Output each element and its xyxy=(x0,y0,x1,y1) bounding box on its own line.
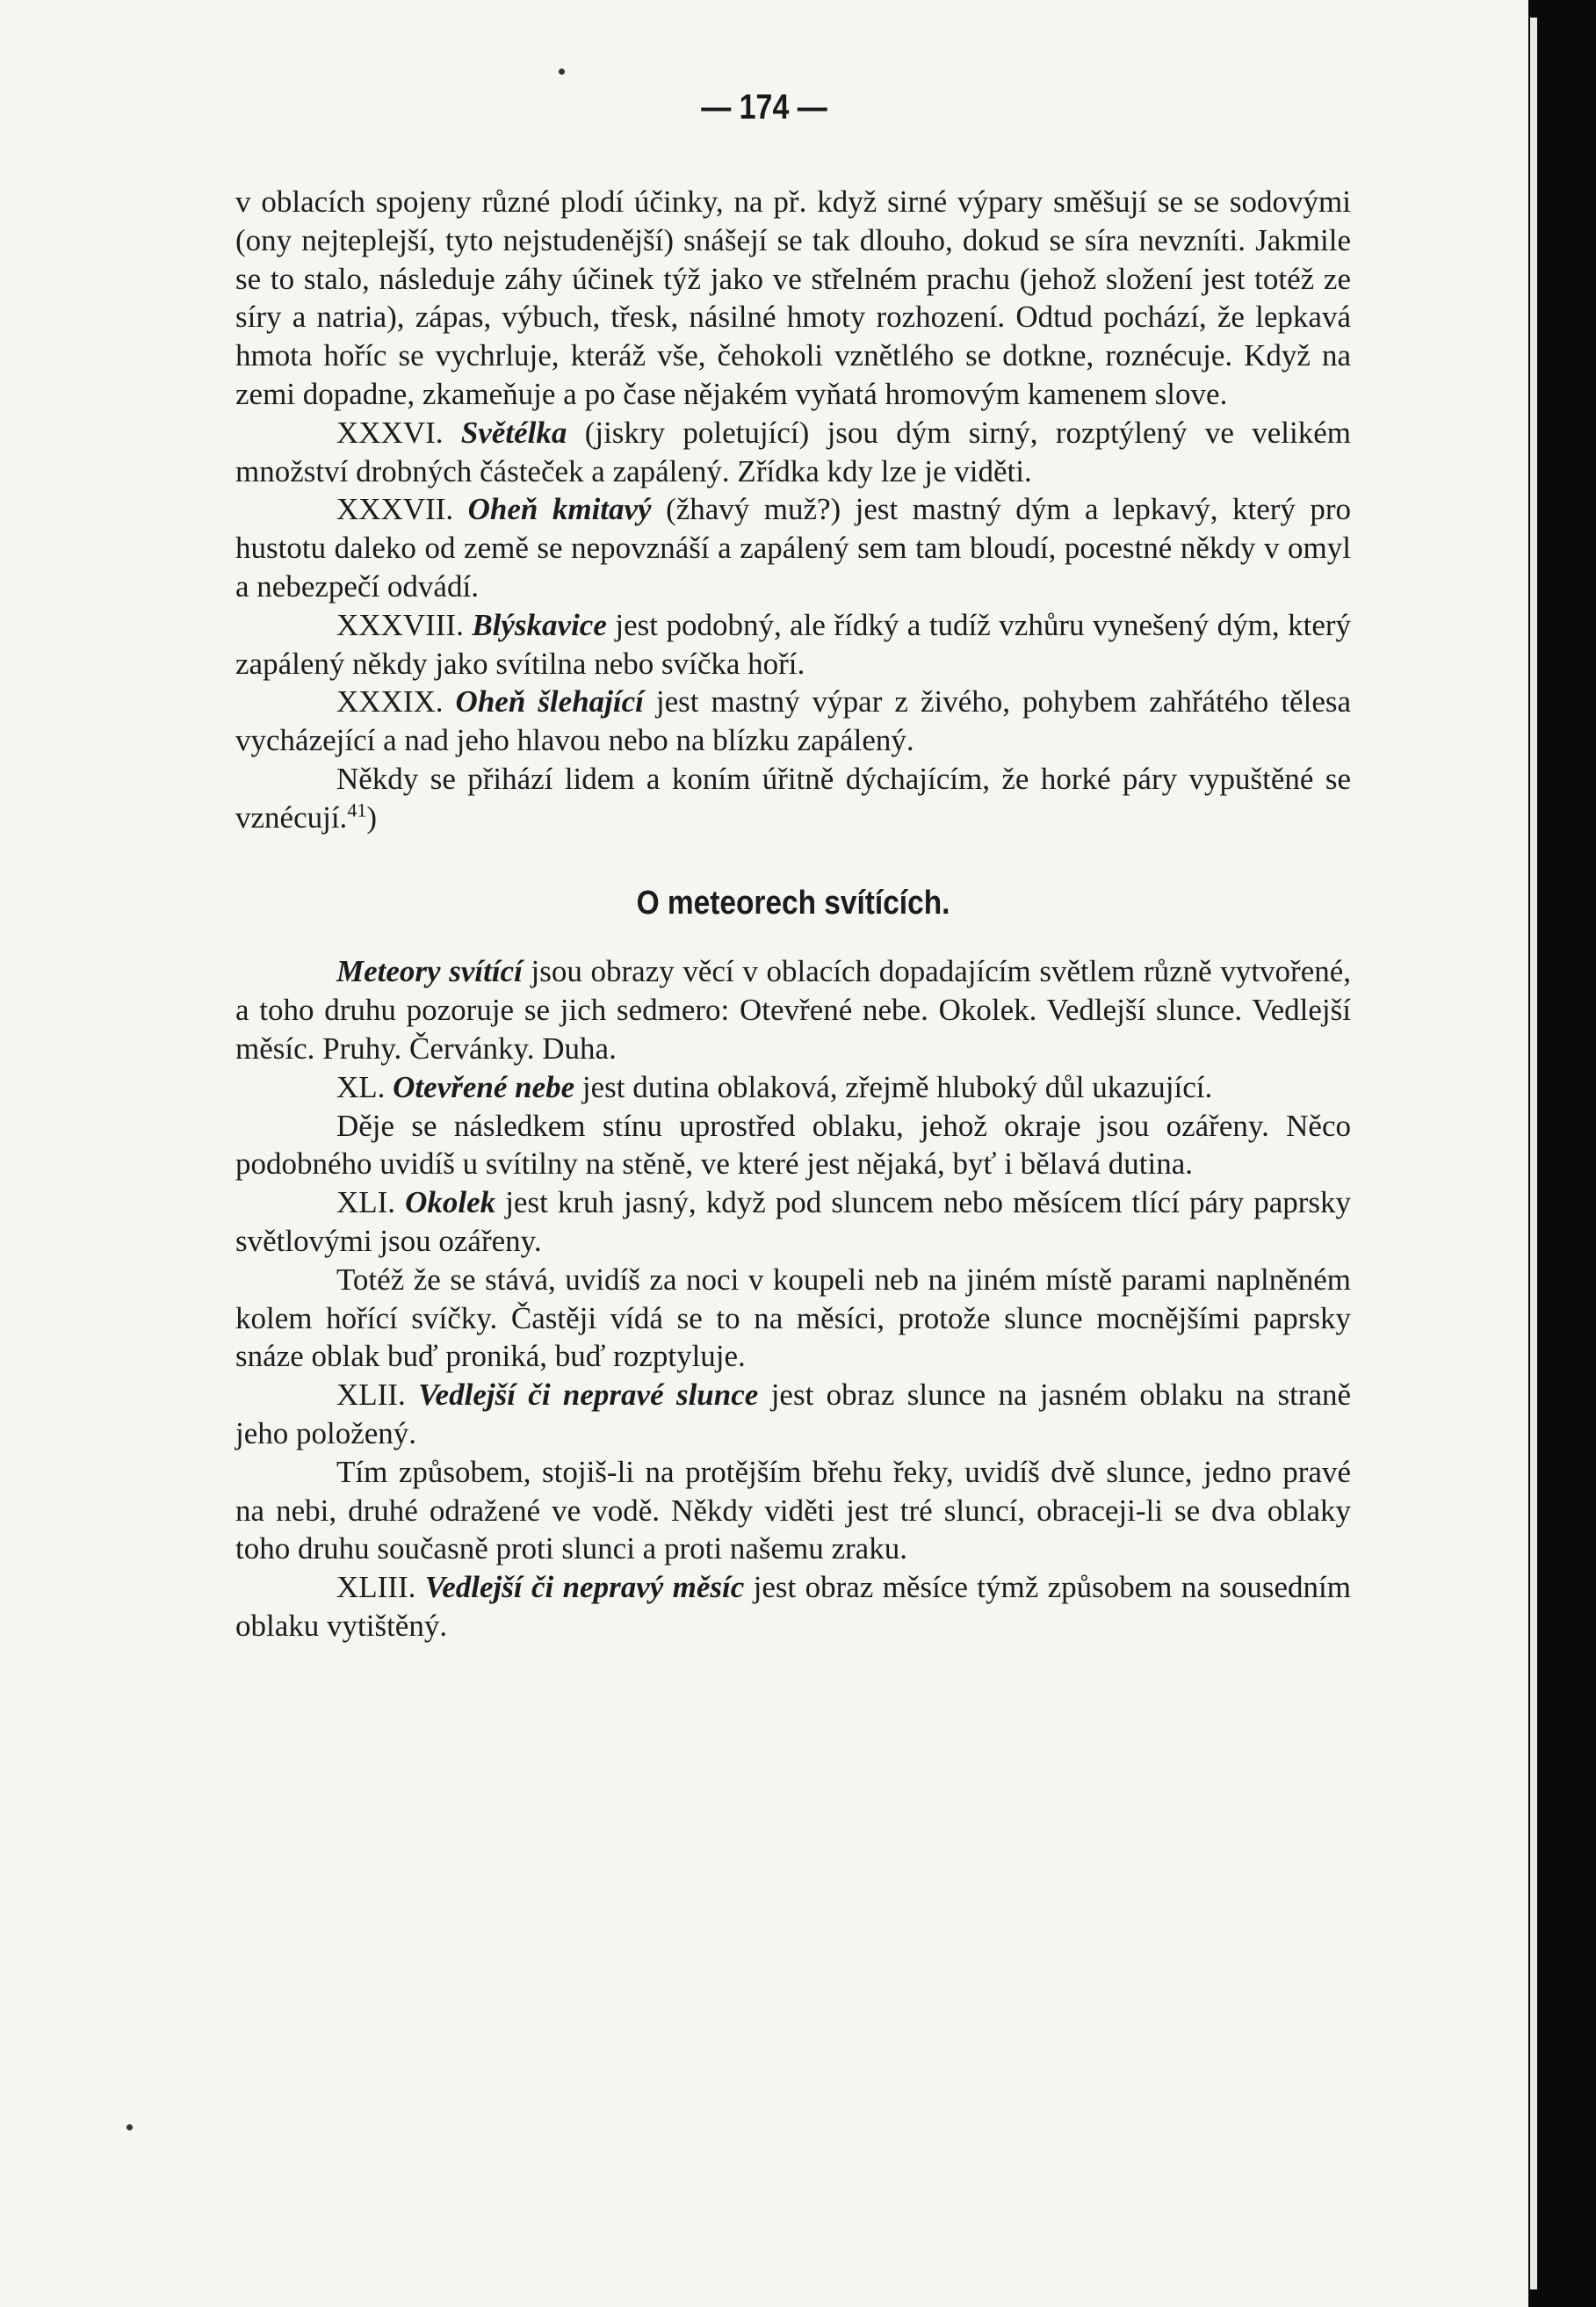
term-ohen-kmitavy: Oheň kmitavý xyxy=(467,492,652,527)
section-number: XXXVI. xyxy=(336,415,444,450)
page-number: — 174 — xyxy=(701,88,827,127)
paragraph-xli xyxy=(235,1183,1351,1261)
paragraph-text: v oblacích spojeny různé plodí účinky, na př. když sirné výpary směšují se se sodovými (ony nejteplejší, tyto nejstudenější) snášejí se tak dlouho, dokud se síra nevzníti. Jakmile se to stalo, následuje záhy účinek týž jako ve střelném prachu (jehož složení jest totéž ze síry a natria), zápas, výbuch, třesk, násilné hmoty rozhození. Odtud pochází, že lepkavá hmota hoříc se vychrluje, kteráž vše, čehokoli vznětlého se dotkne, roznécuje. Když na zemi dopadne, zkameňuje a po čase nějakém vyňatá hromovým kamenem slove. xyxy=(235,184,1351,411)
paragraph-nekdy xyxy=(235,760,1351,837)
body-text xyxy=(235,183,1351,1645)
page-edge-stripe xyxy=(1530,18,1537,2289)
scan-speck xyxy=(126,2124,133,2130)
paragraph-text: Totéž že se stává, uvidíš za noci v koupeli neb na jiném místě parami naplněném kolem hořící svíčky. Častěji vídá se to na měsíci, protože slunce mocnějšími paprsky snáze oblak buď proniká, buď rozptyluje. xyxy=(235,1262,1351,1374)
term-vedlejsi-mesic: Vedlejší či nepravý měsíc xyxy=(424,1570,745,1605)
paragraph-text: jest kruh jasný, když pod sluncem nebo měsícem tlící páry paprsky světlovými jsou ozářeny. xyxy=(235,1185,1352,1258)
section-number: XLI. xyxy=(336,1185,396,1220)
term-svetelka: Světélka xyxy=(460,415,567,450)
term-ohen-slehajici: Oheň šlehající xyxy=(455,684,644,720)
term-meteory-svitici: Meteory svítící xyxy=(336,954,523,989)
paragraph-meteory xyxy=(235,952,1351,1067)
paragraph-text: jest mastný výpar z živého, pohybem zahřátého tělesa vycházející a nad jeho hlavou nebo na blízku zapálený. xyxy=(235,684,1352,758)
paragraph-xlii xyxy=(235,1376,1351,1453)
footnote-reference[interactable]: 41 xyxy=(347,799,367,821)
paragraph-xl xyxy=(235,1068,1351,1107)
paragraph-tim-zpusobem xyxy=(235,1453,1351,1568)
section-number: XLII. xyxy=(336,1378,406,1413)
paragraph-text: (jiskry poletující) jsou dým sirný, rozptýlený ve velikém množství drobných částeček a zapálený. Zřídka kdy lze je viděti. xyxy=(235,415,1351,488)
paragraph-text: Děje se následkem stínu uprostřed oblaku, jehož okraje jsou ozářeny. Něco podobného uvidíš u svítilny na stěně, ve které jest nějaká, byť i bělavá dutina. xyxy=(235,1108,1351,1182)
paragraph-text: jsou obrazy věcí v oblacích dopadajícím světlem různě vytvořené, a toho druhu pozoruje se jich sedmero: Otevřené nebe. Okolek. Vedlejší slunce. Vedlejší měsíc. Pruhy. Červánky. Duha. xyxy=(235,954,1352,1066)
term-vedlejsi-slunce: Vedlejší či nepravé slunce xyxy=(418,1378,759,1413)
paragraph-text: jest dutina oblaková, zřejmě hluboký důl ukazující. xyxy=(581,1069,1213,1104)
paragraph-xxxix xyxy=(235,683,1351,760)
paragraph-text: Někdy se přihází lidem a koním úřitně dýchajícím, že horké páry vypuštěné se vznécují. xyxy=(235,761,1351,835)
paragraph-text: jest obraz měsíce týmž způsobem na sousedním oblaku vytištěný. xyxy=(235,1570,1351,1643)
footnote-close: ) xyxy=(366,799,377,835)
paragraph-xxxvii xyxy=(235,490,1351,605)
section-number: XLIII. xyxy=(336,1570,416,1605)
paragraph-xxxviii xyxy=(235,606,1351,683)
paragraph-continuation xyxy=(235,183,1351,414)
scan-border xyxy=(1528,0,1596,2307)
paragraph-text: (žhavý muž?) jest mastný dým a lepkavý, který pro hustotu daleko od země se nepovznáší a zapálený sem tam bloudí, pocestné někdy v omyl a nebezpečí odvádí. xyxy=(235,492,1352,604)
scan-speck xyxy=(559,69,565,75)
paragraph-text: jest obraz slunce na jasném oblaku na straně jeho položený. xyxy=(235,1378,1352,1450)
paragraph-xliii xyxy=(235,1568,1351,1645)
term-otevrene-nebe: Otevřené nebe xyxy=(393,1069,575,1104)
section-number: XXXVII. xyxy=(336,492,454,527)
term-okolek: Okolek xyxy=(405,1185,496,1220)
paragraph-text: Tím způsobem, stojiš-li na protějším břehu řeky, uvidíš dvě slunce, jedno pravé na nebi, druhé odražené ve vodě. Někdy viděti jest tré sluncí, obraceji-li se dva oblaky toho druhu současně proti slunci a proti našemu zraku. xyxy=(235,1454,1351,1566)
paragraph-xxxvi xyxy=(235,414,1351,491)
paragraph-deje-se xyxy=(235,1107,1351,1184)
section-number: XL. xyxy=(336,1069,386,1104)
term-blyskavice: Blýskavice xyxy=(472,607,607,642)
paragraph-totez xyxy=(235,1261,1351,1376)
paragraph-text: jest podobný, ale řídký a tudíž vzhůru vynešený dým, který zapálený někdy jako svítilna nebo svíčka hoří. xyxy=(235,607,1352,681)
section-heading: O meteorech svítících. xyxy=(636,884,950,922)
section-number: XXXVIII. xyxy=(336,607,464,642)
section-number: XXXIX. xyxy=(336,684,444,720)
